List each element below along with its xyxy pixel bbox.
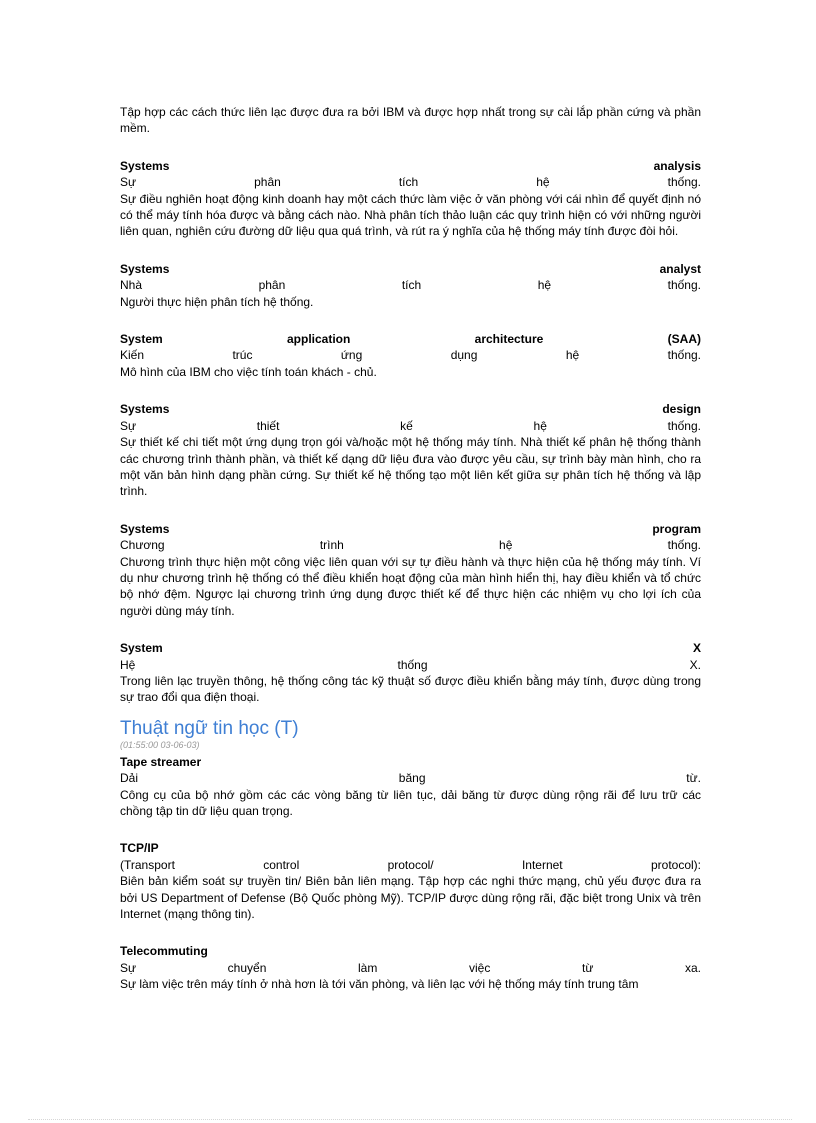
glossary-entry xyxy=(120,331,701,380)
entry-definition: Sự làm việc trên máy tính ở nhà hơn là tới văn phòng, và liên lạc với hệ thống máy tính trung tâm xyxy=(120,977,639,992)
section-title: Thuật ngữ tin học (T) xyxy=(120,717,299,739)
glossary-entry xyxy=(120,401,701,499)
entry-translation: Nhà phân tích hệ thống. xyxy=(120,278,701,293)
glossary-entry xyxy=(120,158,701,240)
glossary-entry xyxy=(120,521,701,619)
entry-definition: Sự điều nghiên hoạt động kinh doanh hay một cách thức làm việc ở văn phòng với cái nhìn để quyết định nó có thể máy tính hóa được và bằng cách nào. Nhà phân tích thảo luận các quy trình hiện có với những người liên quan, nghiên cứu đường dữ liệu qua quá trình, và rút ra ý nghĩa của hệ thống máy tính được đòi hỏi. xyxy=(120,191,701,239)
entry-term: Systems program xyxy=(120,521,701,536)
glossary-entry xyxy=(120,640,701,706)
page-bottom-divider xyxy=(28,1119,792,1120)
glossary-t-entries xyxy=(120,754,701,993)
glossary-entry xyxy=(120,840,701,922)
glossary-entry xyxy=(120,261,701,310)
entry-translation: Sự thiết kế hệ thống. xyxy=(120,418,701,433)
entry-definition: Biên bản kiểm soát sự truyền tin/ Biên bản liên mạng. Tập hợp các nghi thức mạng, chủ yếu được đưa ra bởi US Department of Defense (Bộ Quốc phòng Mỹ). TCP/IP được dùng rộng rãi, đặc biệt trong Unix và trên Internet (mạng thông tin). xyxy=(120,874,701,922)
document-body xyxy=(120,104,701,1014)
entry-term: Tape streamer xyxy=(120,754,202,769)
entry-translation: Kiến trúc ứng dụng hệ thống. xyxy=(120,348,701,363)
glossary-entry xyxy=(120,754,701,820)
entry-translation: Hệ thống X. xyxy=(120,657,701,672)
entry-term: System application architecture (SAA) xyxy=(120,332,701,347)
entry-term: Telecommuting xyxy=(120,944,208,959)
entry-translation: (Transport control protocol/ Internet protocol): xyxy=(120,857,701,872)
entry-translation: Chương trình hệ thống. xyxy=(120,538,701,553)
entry-definition: Công cụ của bộ nhớ gồm các các vòng băng từ liên tục, dải băng từ được dùng rộng rãi để lưu trữ các chồng tập tin dữ liệu quan trọng. xyxy=(120,787,701,818)
entry-term: TCP/IP xyxy=(120,841,159,856)
entry-definition: Sự thiết kế chi tiết một ứng dụng trọn gói và/hoặc một hệ thống máy tính. Nhà thiết kế phân hệ thống thành các chương trình thành phần, và thiết kế dạng dữ liệu đưa vào được yêu cầu, sự trình bày màn hình, cho ra một văn bản hình dạng phần cứng. Sự thiết kế hệ thống tạo một liên kết giữa sự phân tích hệ thống và lập trình. xyxy=(120,435,701,499)
entry-definition: Chương trình thực hiện một công việc liên quan với sự tự điều hành và thực hiện của hệ thống máy tính. Ví dụ như chương trình hệ thống có thể điều khiển hoạt động của màn hình hiển thị, hay điều khiển và tổ chức bộ nhớ đệm. Ngược lại chương trình ứng dụng được thiết kế để thực hiện các nhiệm vụ cho lợi ích của người dùng máy tính. xyxy=(120,554,701,618)
entry-term: Systems design xyxy=(120,402,701,417)
entry-term: Systems analyst xyxy=(120,261,701,276)
entry-definition: Trong liên lạc truyền thông, hệ thống công tác kỹ thuật số được điều khiển bằng máy tính, được dùng trong sự trao đổi qua điện thoại. xyxy=(120,673,701,705)
entry-definition: Người thực hiện phân tích hệ thống. xyxy=(120,294,314,309)
entry-translation: Sự chuyển làm việc từ xa. xyxy=(120,960,701,975)
entry-term: System X xyxy=(120,641,701,656)
entry-term: Systems analysis xyxy=(120,158,701,173)
section-date: (01:55:00 03-06-03) xyxy=(120,739,200,750)
intro-paragraph: Tập hợp các cách thức liên lạc được đưa ra bởi IBM và được hợp nhất trong sự cài lắp phần cứng và phần mềm. xyxy=(120,105,701,136)
glossary-s-entries xyxy=(120,158,701,706)
glossary-entry xyxy=(120,943,701,992)
entry-translation: Dải băng từ. xyxy=(120,771,701,786)
entry-definition: Mô hình của IBM cho việc tính toán khách - chủ. xyxy=(120,364,377,379)
entry-translation: Sự phân tích hệ thống. xyxy=(120,175,701,190)
